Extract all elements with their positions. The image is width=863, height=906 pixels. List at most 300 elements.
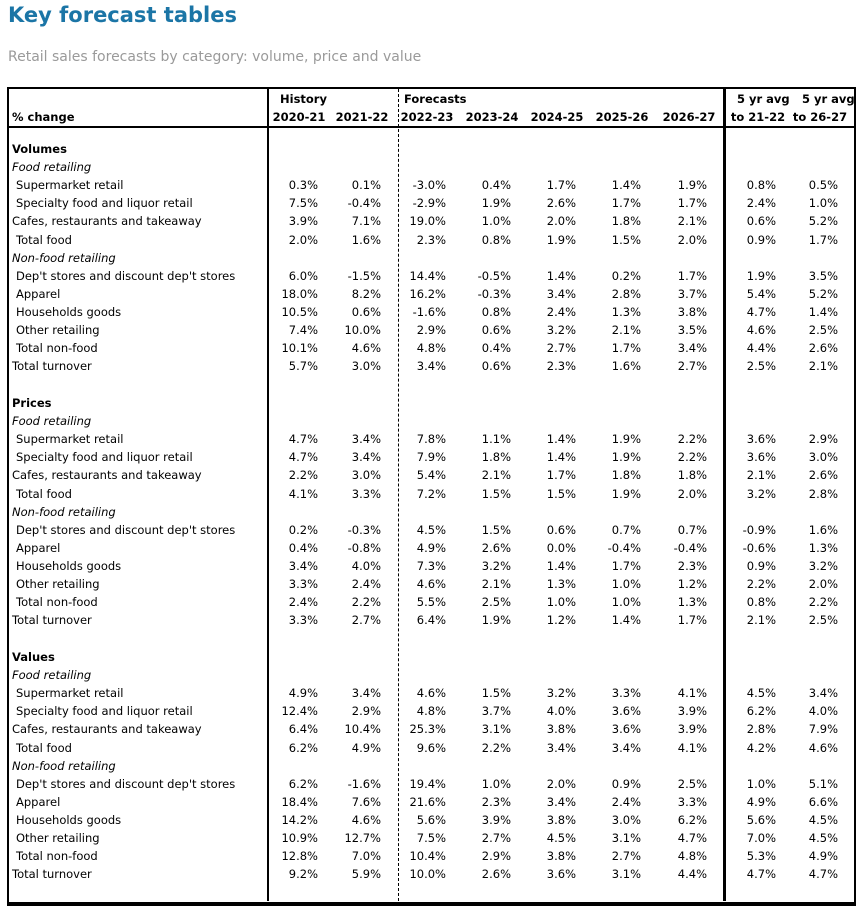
table-cell: 2.6%: [808, 468, 838, 483]
table-cell: 0.9%: [611, 776, 641, 791]
table-cell: 2.5%: [481, 595, 511, 610]
table-cell: 3.8%: [546, 812, 576, 827]
table-cell: 2.1%: [808, 359, 838, 374]
table-cell: 0.4%: [481, 178, 511, 193]
table-cell: 3.3%: [351, 486, 381, 501]
table-cell: -0.8%: [347, 540, 381, 555]
table-cell: 2.1%: [481, 468, 511, 483]
row-label: Supermarket retail: [16, 432, 124, 447]
table-cell: 4.7%: [746, 304, 776, 319]
table-cell: 3.6%: [746, 450, 776, 465]
table-cell: 2.1%: [746, 468, 776, 483]
table-cell: 2.6%: [546, 196, 576, 211]
column-header-6: 2025-26: [595, 110, 649, 124]
table-cell: 4.6%: [351, 341, 381, 356]
table-cell: 4.8%: [677, 849, 707, 864]
table-cell: 16.2%: [409, 286, 446, 301]
table-cell: 3.4%: [546, 794, 576, 809]
table-cell: 2.2%: [677, 450, 707, 465]
table-cell: 3.6%: [546, 867, 576, 882]
table-cell: 1.9%: [746, 268, 776, 283]
table-cell: 2.3%: [416, 232, 446, 247]
table-cell: 1.0%: [611, 577, 641, 591]
table-cell: 5.1%: [808, 776, 838, 791]
table-cell: 3.4%: [351, 432, 381, 447]
table-cell: 1.4%: [611, 613, 641, 628]
table-cell: 4.1%: [677, 740, 707, 755]
table-cell: 3.0%: [351, 468, 381, 483]
group-header-avg-2: 5 yr avg: [802, 92, 855, 106]
table-cell: 0.8%: [746, 178, 776, 193]
table-cell: 2.6%: [481, 540, 511, 555]
row-label: Supermarket retail: [16, 178, 124, 193]
table-cell: 4.0%: [808, 704, 838, 719]
table-cell: 2.2%: [288, 468, 318, 483]
table-cell: 1.5%: [481, 486, 511, 501]
section-title: Values: [12, 650, 55, 664]
table-cell: 1.7%: [677, 268, 707, 283]
table-cell: 3.4%: [677, 341, 707, 356]
table-cell: 2.2%: [481, 740, 511, 755]
table-cell: 1.5%: [611, 232, 641, 247]
column-header-7: 2026-27: [662, 110, 716, 124]
table-cell: 2.0%: [808, 577, 838, 591]
table-cell: 2.0%: [677, 486, 707, 501]
row-label: Cafes, restaurants and takeaway: [12, 722, 202, 737]
table-cell: 4.6%: [808, 740, 838, 755]
table-cell: 1.7%: [677, 613, 707, 628]
row-label: Total turnover: [12, 867, 92, 882]
row-label: Households goods: [16, 812, 122, 827]
table-cell: 10.0%: [409, 867, 446, 882]
table-cell: 1.0%: [808, 196, 838, 211]
table-cell: 3.3%: [288, 577, 318, 591]
table-cell: 1.7%: [546, 178, 576, 193]
table-cell: 2.9%: [481, 849, 511, 864]
table-cell: 1.6%: [351, 232, 381, 247]
table-cell: 2.6%: [481, 867, 511, 882]
table-cell: 1.3%: [546, 577, 576, 591]
subsection-label: Food retailing: [12, 160, 92, 175]
subsection-label: Non-food retailing: [12, 758, 116, 773]
table-cell: 4.1%: [288, 486, 318, 501]
table-cell: -3.0%: [412, 178, 446, 193]
table-cell: 3.9%: [288, 214, 318, 229]
table-cell: 5.7%: [288, 359, 318, 374]
table-cell: 3.2%: [546, 323, 576, 337]
table-cell: 3.0%: [351, 359, 381, 374]
table-cell: 0.0%: [546, 540, 576, 555]
table-cell: 6.2%: [746, 704, 776, 719]
row-label: Specialty food and liquor retail: [16, 450, 193, 465]
table-cell: 6.2%: [288, 740, 318, 755]
table-cell: 2.5%: [677, 776, 707, 791]
table-cell: 0.8%: [481, 304, 511, 319]
table-cell: 3.2%: [746, 486, 776, 501]
table-cell: 0.6%: [481, 359, 511, 374]
table-cell: 1.3%: [611, 304, 641, 319]
table-cell: 2.5%: [746, 359, 776, 374]
table-cell: 7.8%: [416, 432, 446, 447]
row-label: Specialty food and liquor retail: [16, 196, 193, 211]
table-cell: -0.3%: [477, 286, 511, 301]
table-cell: 10.5%: [281, 304, 318, 319]
table-cell: 2.1%: [677, 214, 707, 229]
table-cell: 3.3%: [611, 686, 641, 701]
table-cell: 1.0%: [481, 776, 511, 791]
table-cell: 1.8%: [611, 468, 641, 483]
table-cell: 1.4%: [611, 178, 641, 193]
table-cell: 1.7%: [611, 558, 641, 573]
row-label: Supermarket retail: [16, 686, 124, 701]
table-cell: 10.1%: [281, 341, 318, 356]
table-cell: 7.0%: [351, 849, 381, 864]
page-title: Key forecast tables: [8, 3, 237, 27]
table-cell: 3.8%: [546, 849, 576, 864]
table-cell: 1.4%: [546, 558, 576, 573]
row-label: Apparel: [16, 794, 61, 809]
table-cell: 3.9%: [677, 722, 707, 737]
row-label: Specialty food and liquor retail: [16, 704, 193, 719]
table-cell: 2.7%: [546, 341, 576, 356]
column-header-8: to 21-22: [730, 110, 786, 124]
table-cell: 7.0%: [746, 831, 776, 845]
table-cell: 4.9%: [808, 849, 838, 864]
table-cell: 7.2%: [416, 486, 446, 501]
table-cell: 3.5%: [677, 323, 707, 337]
table-cell: 4.5%: [416, 522, 446, 537]
table-cell: 2.0%: [288, 232, 318, 247]
table-cell: 1.4%: [808, 304, 838, 319]
table-cell: 7.4%: [288, 323, 318, 337]
table-cell: 2.4%: [611, 794, 641, 809]
row-label: Total non-food: [16, 341, 98, 356]
row-label: Cafes, restaurants and takeaway: [12, 214, 202, 229]
table-cell: 4.7%: [288, 450, 318, 465]
column-header-4: 2023-24: [465, 110, 519, 124]
subsection-label: Non-food retailing: [12, 250, 116, 265]
table-cell: 8.2%: [351, 286, 381, 301]
table-cell: 19.0%: [409, 214, 446, 229]
table-cell: 5.6%: [416, 812, 446, 827]
table-cell: 18.0%: [281, 286, 318, 301]
table-cell: 2.1%: [746, 613, 776, 628]
table-cell: 14.2%: [281, 812, 318, 827]
table-cell: 1.5%: [546, 486, 576, 501]
column-header-2: 2021-22: [335, 110, 389, 124]
table-cell: 2.5%: [808, 613, 838, 628]
table-cell: 4.1%: [677, 686, 707, 701]
table-cell: 3.4%: [611, 740, 641, 755]
table-cell: 4.4%: [677, 867, 707, 882]
table-cell: 2.7%: [481, 831, 511, 845]
table-cell: 4.0%: [351, 558, 381, 573]
table-cell: 0.9%: [746, 232, 776, 247]
table-cell: 7.5%: [416, 831, 446, 845]
table-cell: 2.0%: [546, 214, 576, 229]
table-cell: 1.8%: [481, 450, 511, 465]
table-cell: 4.6%: [416, 577, 446, 591]
table-cell: 2.1%: [481, 577, 511, 591]
table-cell: 1.2%: [677, 577, 707, 591]
table-cell: 7.1%: [351, 214, 381, 229]
table-cell: 3.6%: [611, 722, 641, 737]
table-cell: 0.6%: [481, 323, 511, 337]
section-title: Prices: [12, 396, 52, 410]
table-cell: 3.1%: [611, 831, 641, 845]
row-label: Total turnover: [12, 359, 92, 374]
table-cell: 0.6%: [546, 522, 576, 537]
table-cell: 4.5%: [808, 831, 838, 845]
table-cell: 3.0%: [808, 450, 838, 465]
row-label: Apparel: [16, 286, 61, 301]
table-cell: 4.9%: [288, 686, 318, 701]
section-title: Volumes: [12, 142, 67, 156]
group-header-avg-1: 5 yr avg: [737, 92, 790, 106]
table-cell: 0.2%: [611, 268, 641, 283]
table-cell: 3.9%: [481, 812, 511, 827]
table-cell: 2.5%: [808, 323, 838, 337]
table-cell: 3.4%: [546, 740, 576, 755]
table-cell: 3.4%: [808, 686, 838, 701]
table-cell: 1.4%: [546, 268, 576, 283]
table-cell: 4.0%: [546, 704, 576, 719]
table-cell: 3.5%: [808, 268, 838, 283]
table-cell: 2.4%: [351, 577, 381, 591]
table-cell: 3.2%: [808, 558, 838, 573]
table-cell: 9.2%: [288, 867, 318, 882]
table-cell: 2.9%: [416, 323, 446, 337]
table-cell: 0.7%: [611, 522, 641, 537]
table-cell: 12.8%: [281, 849, 318, 864]
subsection-label: Food retailing: [12, 668, 92, 683]
table-cell: 3.1%: [481, 722, 511, 737]
row-label: Dep't stores and discount dep't stores: [16, 776, 236, 791]
table-cell: 18.4%: [281, 794, 318, 809]
table-cell: 1.9%: [611, 486, 641, 501]
table-cell: 7.5%: [288, 196, 318, 211]
table-cell: 4.7%: [677, 831, 707, 845]
table-cell: 2.0%: [546, 776, 576, 791]
table-cell: 5.3%: [746, 849, 776, 864]
row-label: Dep't stores and discount dep't stores: [16, 268, 236, 283]
table-cell: 21.6%: [409, 794, 446, 809]
table-cell: 10.4%: [344, 722, 381, 737]
table-cell: 10.9%: [281, 831, 318, 845]
table-cell: 2.3%: [677, 558, 707, 573]
table-cell: 1.7%: [677, 196, 707, 211]
table-cell: 0.4%: [288, 540, 318, 555]
group-header-history: History: [280, 92, 327, 106]
table-cell: -0.9%: [742, 522, 776, 537]
table-cell: 6.2%: [677, 812, 707, 827]
table-cell: 3.4%: [288, 558, 318, 573]
column-header-1: 2020-21: [272, 110, 326, 124]
table-cell: 1.3%: [808, 540, 838, 555]
table-cell: 2.4%: [288, 595, 318, 610]
table-cell: 0.5%: [808, 178, 838, 193]
table-cell: 5.2%: [808, 286, 838, 301]
table-cell: 3.4%: [351, 450, 381, 465]
table-cell: -2.9%: [412, 196, 446, 211]
table-cell: 0.7%: [677, 522, 707, 537]
table-cell: 7.6%: [351, 794, 381, 809]
table-cell: 12.4%: [281, 704, 318, 719]
table-cell: 5.4%: [416, 468, 446, 483]
table-cell: 1.7%: [546, 468, 576, 483]
table-cell: 5.4%: [746, 286, 776, 301]
table-cell: 0.4%: [481, 341, 511, 356]
table-cell: 3.2%: [546, 686, 576, 701]
table-cell: 2.3%: [546, 359, 576, 374]
column-header-3: 2022-23: [400, 110, 454, 124]
table-cell: 9.6%: [416, 740, 446, 755]
table-cell: 3.9%: [677, 704, 707, 719]
table-cell: 1.4%: [546, 450, 576, 465]
table-cell: 1.0%: [546, 595, 576, 610]
table-cell: 4.6%: [416, 686, 446, 701]
table-cell: 4.9%: [416, 540, 446, 555]
table-cell: 2.2%: [808, 595, 838, 610]
table-cell: -0.3%: [347, 522, 381, 537]
table-cell: 4.5%: [808, 812, 838, 827]
table-cell: -0.5%: [477, 268, 511, 283]
table-cell: 4.7%: [808, 867, 838, 882]
table-cell: 1.0%: [481, 214, 511, 229]
table-cell: 10.4%: [409, 849, 446, 864]
table-cell: -0.4%: [673, 540, 707, 555]
table-cell: 2.8%: [611, 286, 641, 301]
row-label: Dep't stores and discount dep't stores: [16, 522, 236, 537]
table-cell: 3.6%: [746, 432, 776, 447]
table-cell: 1.9%: [546, 232, 576, 247]
table-cell: 2.7%: [611, 849, 641, 864]
table-cell: 2.2%: [746, 577, 776, 591]
table-cell: 4.6%: [746, 323, 776, 337]
row-label: Households goods: [16, 304, 122, 319]
row-label: Households goods: [16, 558, 122, 573]
table-cell: 0.2%: [288, 522, 318, 537]
table-cell: 3.3%: [288, 613, 318, 628]
table-cell: 3.8%: [677, 304, 707, 319]
table-cell: 6.4%: [416, 613, 446, 628]
page-subtitle: Retail sales forecasts by category: volume, price and value: [8, 49, 422, 65]
table-cell: 2.0%: [677, 232, 707, 247]
table-cell: 4.5%: [546, 831, 576, 845]
table-cell: 6.6%: [808, 794, 838, 809]
row-label: Total food: [16, 232, 72, 247]
table-cell: 1.5%: [481, 522, 511, 537]
table-cell: 4.5%: [746, 686, 776, 701]
table-cell: 2.2%: [677, 432, 707, 447]
row-label: Total turnover: [12, 613, 92, 628]
table-cell: -0.4%: [347, 196, 381, 211]
table-cell: 1.7%: [808, 232, 838, 247]
row-label: Other retailing: [16, 831, 100, 845]
table-cell: 3.7%: [481, 704, 511, 719]
table-cell: 19.4%: [409, 776, 446, 791]
subsection-label: Non-food retailing: [12, 504, 116, 519]
table-cell: 2.3%: [481, 794, 511, 809]
row-label: Total non-food: [16, 595, 98, 610]
table-cell: 1.1%: [481, 432, 511, 447]
table-cell: 1.4%: [546, 432, 576, 447]
table-cell: 1.9%: [481, 613, 511, 628]
table-cell: 3.7%: [677, 286, 707, 301]
table-cell: 3.4%: [416, 359, 446, 374]
table-cell: 1.9%: [611, 450, 641, 465]
table-cell: 1.9%: [611, 432, 641, 447]
table-cell: 2.7%: [351, 613, 381, 628]
table-cell: 4.7%: [288, 432, 318, 447]
table-cell: 3.1%: [611, 867, 641, 882]
table-cell: -1.6%: [412, 304, 446, 319]
table-cell: 2.6%: [808, 341, 838, 356]
table-cell: 0.9%: [746, 558, 776, 573]
table-cell: 6.2%: [288, 776, 318, 791]
table-cell: 4.2%: [746, 740, 776, 755]
table-cell: 1.7%: [611, 196, 641, 211]
table-cell: 1.8%: [611, 214, 641, 229]
table-cell: 4.6%: [351, 812, 381, 827]
table-cell: 2.8%: [746, 722, 776, 737]
table-cell: 3.6%: [611, 704, 641, 719]
table-cell: 2.2%: [351, 595, 381, 610]
row-label: Apparel: [16, 540, 61, 555]
subsection-label: Food retailing: [12, 414, 92, 429]
table-cell: -1.6%: [347, 776, 381, 791]
table-cell: -0.6%: [742, 540, 776, 555]
table-cell: 2.4%: [546, 304, 576, 319]
table-cell: -0.4%: [607, 540, 641, 555]
table-cell: 2.4%: [746, 196, 776, 211]
table-cell: 10.0%: [344, 323, 381, 337]
table-cell: 5.9%: [351, 867, 381, 882]
table-cell: 14.4%: [409, 268, 446, 283]
group-header-forecasts: Forecasts: [404, 92, 467, 106]
table-cell: 1.7%: [611, 341, 641, 356]
table-cell: 0.1%: [351, 178, 381, 193]
table-cell: 4.9%: [746, 794, 776, 809]
table-cell: 4.8%: [416, 341, 446, 356]
table-cell: 0.6%: [351, 304, 381, 319]
row-label: Total food: [16, 740, 72, 755]
table-cell: 6.4%: [288, 722, 318, 737]
row-label: Other retailing: [16, 323, 100, 337]
table-cell: 1.9%: [481, 196, 511, 211]
table-cell: 1.5%: [481, 686, 511, 701]
table-cell: 1.2%: [546, 613, 576, 628]
column-header-5: 2024-25: [530, 110, 584, 124]
table-cell: 7.9%: [808, 722, 838, 737]
table-cell: 1.0%: [611, 595, 641, 610]
table-cell: 1.6%: [808, 522, 838, 537]
table-cell: 2.8%: [808, 486, 838, 501]
table-cell: 2.9%: [351, 704, 381, 719]
table-cell: 6.0%: [288, 268, 318, 283]
row-label: Cafes, restaurants and takeaway: [12, 468, 202, 483]
table-cell: 1.8%: [677, 468, 707, 483]
table-cell: 0.8%: [746, 595, 776, 610]
table-cell: 4.7%: [746, 867, 776, 882]
table-cell: -1.5%: [347, 268, 381, 283]
table-cell: 4.4%: [746, 341, 776, 356]
table-cell: 1.9%: [677, 178, 707, 193]
table-cell: 25.3%: [409, 722, 446, 737]
table-cell: 4.8%: [416, 704, 446, 719]
table-cell: 1.0%: [746, 776, 776, 791]
column-header-9: to 26-27: [792, 110, 848, 124]
